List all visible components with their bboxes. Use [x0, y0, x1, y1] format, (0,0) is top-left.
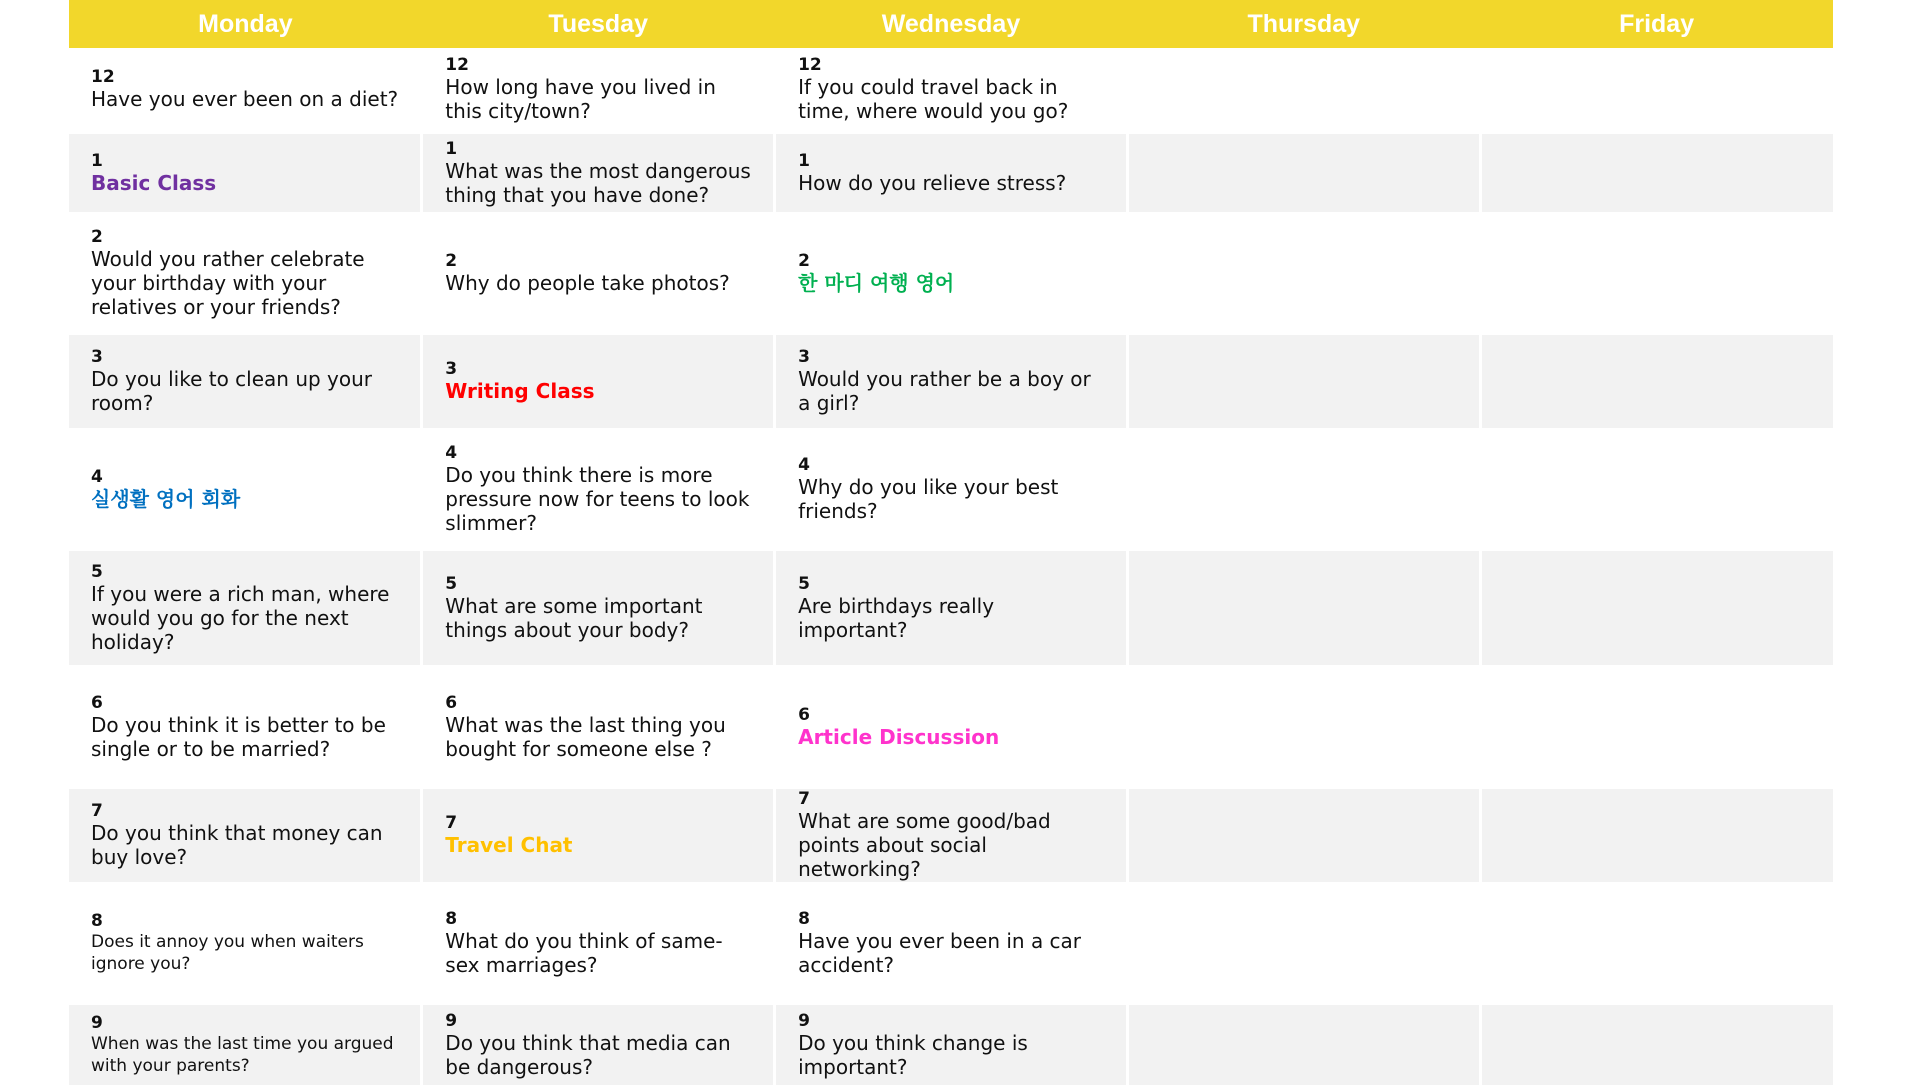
- schedule-cell-wednesday: [775, 1003, 1128, 1086]
- discussion-question: What was the most dangerous thing that you have done?: [445, 158, 751, 207]
- discussion-question: If you could travel back in time, where would you go?: [798, 75, 1069, 124]
- session-number: 7: [445, 813, 458, 833]
- table-row: [69, 883, 1833, 1003]
- session-number: 2: [91, 227, 103, 247]
- class-title: Travel Chat: [445, 833, 573, 857]
- schedule-cell-wednesday: [775, 333, 1128, 429]
- schedule-cell-tuesday: [422, 666, 775, 787]
- day-header-thursday: Thursday: [1127, 0, 1480, 48]
- session-number: 1: [445, 138, 458, 159]
- schedule-cell-friday: [1480, 48, 1833, 132]
- schedule-cell-monday: [69, 883, 422, 1003]
- session-number: 8: [91, 911, 103, 931]
- session-number: 2: [798, 251, 810, 271]
- schedule-cell-wednesday: [775, 213, 1128, 333]
- discussion-question: Have you ever been on a diet?: [91, 87, 399, 112]
- schedule-cell-monday: [69, 429, 422, 549]
- session-number: 12: [445, 55, 469, 76]
- weekly-schedule-table: [69, 0, 1833, 1088]
- session-number: 1: [798, 150, 810, 171]
- schedule-cell-wednesday: [775, 429, 1128, 549]
- session-number: 12: [91, 67, 115, 88]
- schedule-cell-friday: [1480, 787, 1833, 883]
- schedule-cell-tuesday: [422, 333, 775, 429]
- schedule-cell-tuesday: [422, 213, 775, 333]
- session-number: 7: [91, 801, 103, 821]
- session-number: 6: [798, 704, 810, 725]
- schedule-cell-tuesday: [422, 787, 775, 883]
- table-row: [69, 787, 1833, 883]
- table-row: [69, 429, 1833, 549]
- day-header-wednesday: Wednesday: [775, 0, 1128, 48]
- session-number: 2: [445, 251, 458, 271]
- schedule-cell-thursday: [1127, 787, 1480, 883]
- discussion-question: What are some good/bad points about social networking?: [798, 809, 1051, 881]
- schedule-cell-monday: [69, 1003, 422, 1086]
- schedule-cell-thursday: [1127, 132, 1480, 213]
- session-number: 12: [798, 55, 822, 76]
- session-number: 9: [445, 1010, 458, 1031]
- session-number: 7: [798, 789, 810, 809]
- discussion-question: Do you like to clean up your room?: [91, 367, 373, 415]
- schedule-cell-thursday: [1127, 48, 1480, 132]
- discussion-question: Would you rather celebrate your birthday with your relatives or your friends?: [91, 247, 365, 319]
- discussion-question: Would you rather be a boy or a girl?: [798, 367, 1091, 415]
- day-header-monday: Monday: [69, 0, 422, 48]
- session-number: 8: [798, 909, 810, 929]
- discussion-question: If you were a rich man, where would you go for the next holiday?: [91, 581, 390, 654]
- class-title: Basic Class: [91, 170, 217, 195]
- table-row: [69, 1003, 1833, 1086]
- schedule-cell-monday: [69, 549, 422, 666]
- schedule-cell-tuesday: [422, 429, 775, 549]
- session-number: 6: [445, 692, 458, 713]
- class-title: 한 마디 여행 영어: [798, 271, 955, 295]
- day-header-tuesday: Tuesday: [422, 0, 775, 48]
- schedule-cell-thursday: [1127, 213, 1480, 333]
- discussion-question: How long have you lived in this city/town?: [445, 75, 716, 124]
- schedule-cell-thursday: [1127, 333, 1480, 429]
- schedule-cell-thursday: [1127, 1003, 1480, 1086]
- session-number: 3: [91, 347, 103, 367]
- schedule-cell-monday: [69, 48, 422, 132]
- discussion-question: Do you think it is better to be single or to be married?: [91, 712, 386, 761]
- discussion-question: Are birthdays really important?: [798, 593, 995, 642]
- schedule-cell-wednesday: [775, 132, 1128, 213]
- discussion-question: Why do people take photos?: [445, 271, 730, 295]
- table-row: [69, 333, 1833, 429]
- schedule-cell-wednesday: [775, 787, 1128, 883]
- discussion-question: What are some important things about your body?: [445, 593, 703, 642]
- session-number: 5: [445, 573, 458, 594]
- schedule-cell-monday: [69, 787, 422, 883]
- schedule-cell-friday: [1480, 333, 1833, 429]
- session-number: 3: [445, 359, 458, 379]
- discussion-question: Have you ever been in a car accident?: [798, 929, 1082, 977]
- table-row: [69, 132, 1833, 213]
- session-number: 3: [798, 347, 810, 367]
- discussion-question: Why do you like your best friends?: [798, 475, 1059, 523]
- schedule-cell-wednesday: [775, 48, 1128, 132]
- discussion-question: Do you think that media can be dangerous?: [445, 1030, 731, 1079]
- schedule-cell-monday: [69, 213, 422, 333]
- discussion-question: What was the last thing you bought for someone else ?: [445, 712, 726, 761]
- session-number: 6: [91, 692, 103, 713]
- session-number: 4: [91, 467, 103, 487]
- session-number: 8: [445, 909, 458, 929]
- schedule-cell-tuesday: [422, 48, 775, 132]
- day-header-friday: Friday: [1480, 0, 1833, 48]
- schedule-cell-friday: [1480, 429, 1833, 549]
- schedule-cell-wednesday: [775, 883, 1128, 1003]
- schedule-cell-friday: [1480, 666, 1833, 787]
- table-row: [69, 549, 1833, 666]
- schedule-cell-friday: [1480, 132, 1833, 213]
- schedule-cell-tuesday: [422, 132, 775, 213]
- session-number: 9: [91, 1012, 103, 1033]
- discussion-question: Do you think that money can buy love?: [91, 821, 383, 869]
- schedule-cell-thursday: [1127, 666, 1480, 787]
- schedule-body: [69, 48, 1833, 1086]
- schedule-cell-monday: [69, 132, 422, 213]
- schedule-cell-friday: [1480, 549, 1833, 666]
- discussion-question: How do you relieve stress?: [798, 170, 1067, 195]
- schedule-cell-friday: [1480, 213, 1833, 333]
- schedule-cell-friday: [1480, 883, 1833, 1003]
- schedule-cell-friday: [1480, 1003, 1833, 1086]
- schedule-cell-tuesday: [422, 1003, 775, 1086]
- schedule-cell-thursday: [1127, 549, 1480, 666]
- schedule-cell-wednesday: [775, 549, 1128, 666]
- schedule-cell-monday: [69, 333, 422, 429]
- session-number: 9: [798, 1010, 810, 1031]
- table-row: [69, 213, 1833, 333]
- discussion-question: When was the last time you argued with your parents?: [91, 1033, 394, 1076]
- class-title: Writing Class: [445, 379, 595, 403]
- discussion-question: What do you think of same-sex marriages?: [445, 929, 723, 977]
- session-number: 5: [91, 561, 103, 582]
- header-row: [69, 0, 1833, 48]
- schedule-cell-monday: [69, 666, 422, 787]
- schedule-cell-thursday: [1127, 429, 1480, 549]
- schedule-cell-tuesday: [422, 883, 775, 1003]
- session-number: 4: [798, 455, 810, 475]
- schedule-cell-wednesday: [775, 666, 1128, 787]
- session-number: 4: [445, 443, 458, 463]
- session-number: 1: [91, 150, 103, 171]
- schedule-cell-thursday: [1127, 883, 1480, 1003]
- table-row: [69, 666, 1833, 787]
- discussion-question: Do you think change is important?: [798, 1030, 1028, 1079]
- class-title: 실생활 영어 회화: [91, 487, 241, 511]
- session-number: 5: [798, 573, 810, 594]
- discussion-question: Do you think there is more pressure now for teens to look slimmer?: [445, 463, 750, 535]
- discussion-question: Does it annoy you when waiters ignore you?: [91, 932, 364, 974]
- table-row: [69, 48, 1833, 132]
- class-title: Article Discussion: [798, 724, 1000, 749]
- schedule-cell-tuesday: [422, 549, 775, 666]
